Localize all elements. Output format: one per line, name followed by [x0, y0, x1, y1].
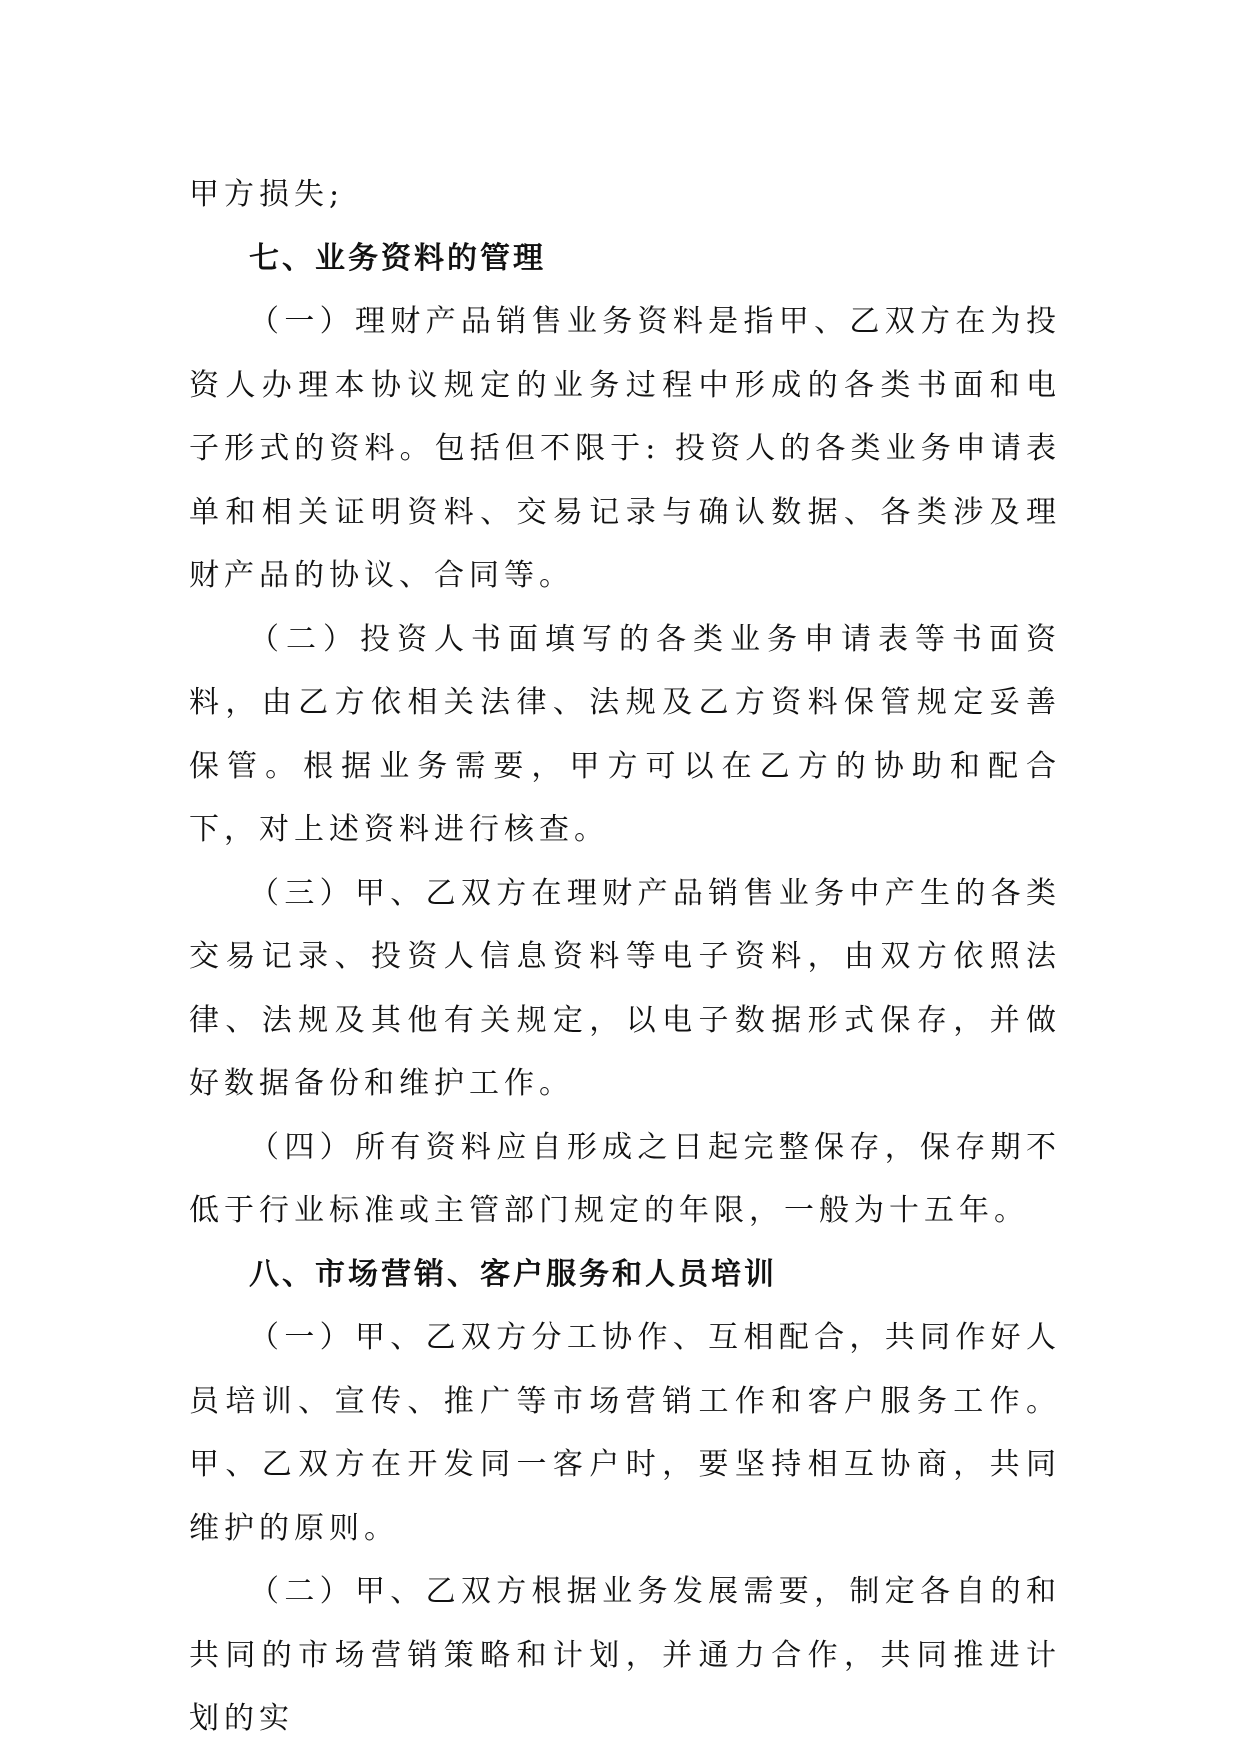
section-heading-7: 七、业务资料的管理 — [249, 240, 546, 276]
section-heading-8: 八、市场营销、客户服务和人员培训 — [249, 1256, 777, 1292]
paragraph-8-2: （二）甲、乙双方根据业务发展需要，制定各自的和共同的市场营销策略和计划，并通力合作，共同推进计划的实 — [189, 1574, 1061, 1736]
continued-fragment: 甲方损失; — [189, 177, 345, 212]
paragraph-7-4: （四）所有资料应自形成之日起完整保存，保存期不低于行业标准或主管部门规定的年限，一般为十五年。 — [189, 1129, 1061, 1228]
paragraph-7-2: （二）投资人书面填写的各类业务申请表等书面资料，由乙方依相关法律、法规及乙方资料保管规定妥善保管。根据业务需要，甲方可以在乙方的协助和配合下，对上述资料进行核查。 — [189, 621, 1061, 847]
paragraph-8-1: （一）甲、乙双方分工协作、互相配合，共同作好人员培训、宣传、推广等市场营销工作和客户服务工作。甲、乙双方在开发同一客户时，要坚持相互协商，共同维护的原则。 — [189, 1320, 1061, 1546]
document-body — [189, 163, 1061, 1751]
paragraph-7-1: （一）理财产品销售业务资料是指甲、乙双方在为投资人办理本协议规定的业务过程中形成的各类书面和电子形式的资料。包括但不限于: 投资人的各类业务申请表单和相关证明资料、交易记录与确认数据、各类涉及理财产品的协议、合同等。 — [189, 304, 1061, 593]
paragraph-7-3: （三）甲、乙双方在理财产品销售业务中产生的各类交易记录、投资人信息资料等电子资料，由双方依照法律、法规及其他有关规定，以电子数据形式保存，并做好数据备份和维护工作。 — [189, 875, 1061, 1101]
